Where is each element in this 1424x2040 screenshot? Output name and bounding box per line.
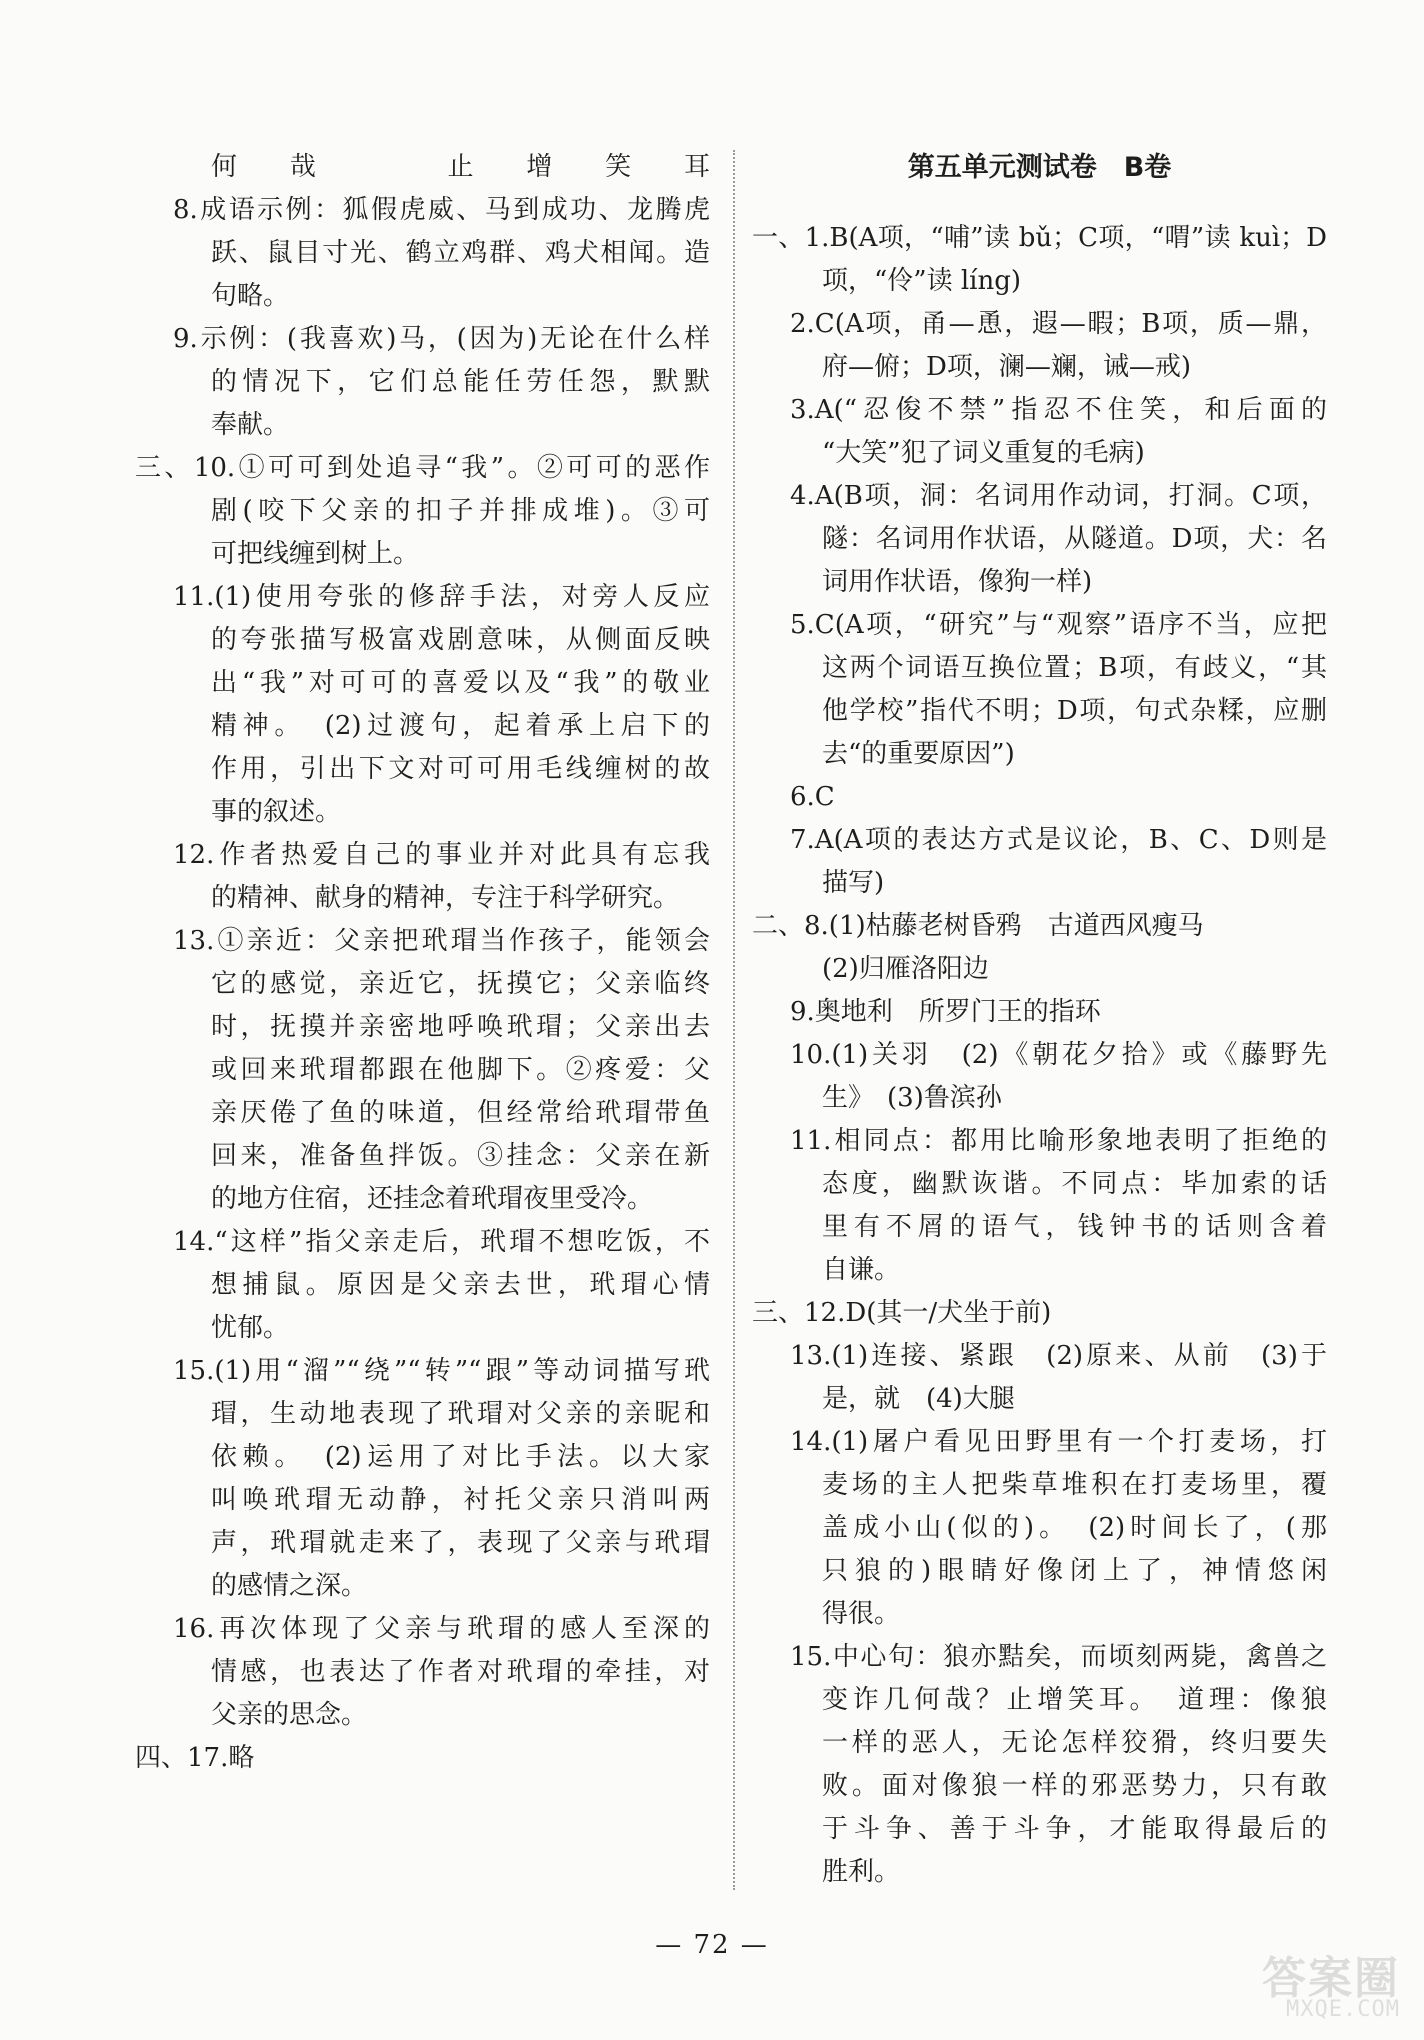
text-line: 时，抚摸并亲密地呼唤玳瑁；父亲出去: [211, 1012, 710, 1042]
text-line: (2)归雁洛阳边: [822, 954, 989, 984]
text-line: 它的感觉，亲近它，抚摸它；父亲临终: [211, 969, 710, 999]
right-column: [752, 146, 1327, 1894]
text-line: 一、1.B(A项，“哺”读 bǔ；C项，“喟”读 kuì；D: [752, 223, 1327, 253]
text-line: 事的叙述。: [211, 797, 342, 827]
text-line: 14.“这样”指父亲走后，玳瑁不想吃饭，不: [173, 1227, 710, 1257]
text-line: 何哉 止增笑耳: [211, 152, 710, 182]
text-line: 胜利。: [822, 1857, 901, 1887]
column-divider: [733, 150, 735, 1890]
watermark-url: MXQE.COM: [1286, 1997, 1400, 2022]
text-line: 13.①亲近：父亲把玳瑁当作孩子，能领会: [173, 926, 710, 956]
text-line: 他学校”指代不明；D项，句式杂糅，应删: [822, 696, 1327, 726]
text-line: 忧郁。: [211, 1313, 290, 1343]
text-line: 11.相同点：都用比喻形象地表明了拒绝的: [790, 1126, 1327, 1156]
text-line: 一样的恶人，无论怎样狡猾，终归要失: [822, 1728, 1327, 1758]
text-line: 隧：名词用作状语，从隧道。D项，犬：名: [822, 524, 1327, 554]
text-line: 4.A(B项，洞：名词用作动词，打洞。C项，: [790, 481, 1327, 511]
text-line: 精神。 (2)过渡句，起着承上启下的: [211, 711, 710, 741]
text-line: 奉献。: [211, 410, 290, 440]
text-line: 9.示例：(我喜欢)马，(因为)无论在什么样: [173, 324, 710, 354]
text-line: 瑁，生动地表现了玳瑁对父亲的亲昵和: [211, 1399, 710, 1429]
text-line: 9.奥地利 所罗门王的指环: [790, 997, 1101, 1027]
text-line: 四、17.略: [135, 1743, 255, 1773]
text-line: 的感情之深。: [211, 1571, 368, 1601]
text-line: 里有不屑的语气，钱钟书的话则含着: [822, 1212, 1327, 1242]
text-line: 的地方住宿，还挂念着玳瑁夜里受冷。: [211, 1184, 654, 1214]
text-line: 3.A(“忍俊不禁”指忍不住笑，和后面的: [790, 395, 1327, 425]
text-line: 父亲的思念。: [211, 1700, 368, 1730]
watermark-logo: 答案圈: [1262, 1953, 1400, 2004]
text-line: 13.(1)连接、紧跟 (2)原来、从前 (3)于: [790, 1341, 1327, 1371]
text-line: 是，就 (4)大腿: [822, 1384, 1015, 1414]
text-line: 的夸张描写极富戏剧意味，从侧面反映: [211, 625, 710, 655]
text-line: 11.(1)使用夸张的修辞手法，对旁人反应: [173, 582, 710, 612]
text-line: 2.C(A项，甬—恿，遐—暇；B项，质—鼎，: [790, 309, 1327, 339]
text-line: 去“的重要原因”): [822, 739, 1015, 769]
text-line: 8.成语示例：狐假虎威、马到成功、龙腾虎: [173, 195, 710, 225]
text-line: 5.C(A项，“研究”与“观察”语序不当，应把: [790, 610, 1327, 640]
text-line: “大笑”犯了词义重复的毛病): [822, 438, 1145, 468]
right-column-lines: [752, 217, 1327, 1894]
text-line: 回来，准备鱼拌饭。③挂念：父亲在新: [211, 1141, 710, 1171]
text-line: 自谦。: [822, 1255, 901, 1285]
text-line: 三、12.D(其一/犬坐于前): [752, 1298, 1052, 1328]
text-line: 得很。: [822, 1599, 901, 1629]
text-line: 三、10.①可可到处追寻“我”。②可可的恶作: [135, 453, 710, 483]
left-column: [135, 146, 710, 1780]
text-line: 跃、鼠目寸光、鹤立鸡群、鸡犬相闻。造: [211, 238, 710, 268]
text-line: 的精神、献身的精神，专注于科学研究。: [211, 883, 680, 913]
text-line: 项，“伶”读 líng): [822, 266, 1022, 296]
text-line: 剧(咬下父亲的扣子并排成堆)。③可: [211, 496, 710, 526]
page-number: — 72 —: [655, 1930, 769, 1960]
text-line: 可把线缠到树上。: [211, 539, 420, 569]
text-line: 败。面对像狼一样的邪恶势力，只有敢: [822, 1771, 1327, 1801]
text-line: 描写): [822, 868, 885, 898]
text-line: 声，玳瑁就走来了，表现了父亲与玳瑁: [211, 1528, 710, 1558]
text-line: 情感，也表达了作者对玳瑁的牵挂，对: [211, 1657, 710, 1687]
text-line: 于斗争、善于斗争，才能取得最后的: [822, 1814, 1327, 1844]
text-line: 7.A(A项的表达方式是议论，B、C、D则是: [790, 825, 1327, 855]
text-line: 14.(1)屠户看见田野里有一个打麦场，打: [790, 1427, 1327, 1457]
text-line: 二、8.(1)枯藤老树昏鸦 古道西风瘦马: [752, 911, 1204, 941]
text-line: 依赖。 (2)运用了对比手法。以大家: [211, 1442, 710, 1472]
text-line: 或回来玳瑁都跟在他脚下。②疼爱：父: [211, 1055, 710, 1085]
text-line: 想捕鼠。原因是父亲去世，玳瑁心情: [211, 1270, 710, 1300]
text-line: 作用，引出下文对可可用毛线缠树的故: [211, 754, 710, 784]
text-line: 6.C: [790, 782, 835, 812]
text-line: 12.作者热爱自己的事业并对此具有忘我: [173, 840, 710, 870]
section-title: 第五单元测试卷 B卷: [907, 152, 1172, 183]
text-line: 生》 (3)鲁滨孙: [822, 1083, 1002, 1113]
text-line: 的情况下，它们总能任劳任怨，默默: [211, 367, 710, 397]
text-line: 15.中心句：狼亦黠矣，而顷刻两毙，禽兽之: [790, 1642, 1327, 1672]
text-line: 出“我”对可可的喜爱以及“我”的敬业: [211, 668, 710, 698]
text-line: 变诈几何哉？止增笑耳。 道理：像狼: [822, 1685, 1327, 1715]
text-line: 麦场的主人把柴草堆积在打麦场里，覆: [822, 1470, 1327, 1500]
watermark: [1220, 1942, 1400, 2022]
text-line: 盖成小山(似的)。 (2)时间长了，(那: [822, 1513, 1327, 1543]
text-line: 亲厌倦了鱼的味道，但经常给玳瑁带鱼: [211, 1098, 710, 1128]
text-line: 府—俯；D项，澜—斓，诫—戒): [822, 352, 1191, 382]
text-line: 只狼的)眼睛好像闭上了，神情悠闲: [822, 1556, 1327, 1586]
text-line: 这两个词语互换位置；B项，有歧义，“其: [822, 653, 1327, 683]
text-line: 16.再次体现了父亲与玳瑁的感人至深的: [173, 1614, 710, 1644]
text-line: 叫唤玳瑁无动静，衬托父亲只消叫两: [211, 1485, 710, 1515]
text-line: 10.(1)关羽 (2)《朝花夕拾》或《藤野先: [790, 1040, 1327, 1070]
text-line: 15.(1)用“溜”“绕”“转”“跟”等动词描写玳: [173, 1356, 710, 1386]
text-line: 态度，幽默诙谐。不同点：毕加索的话: [822, 1169, 1327, 1199]
text-line: 句略。: [211, 281, 290, 311]
text-line: 词用作状语，像狗一样): [822, 567, 1093, 597]
